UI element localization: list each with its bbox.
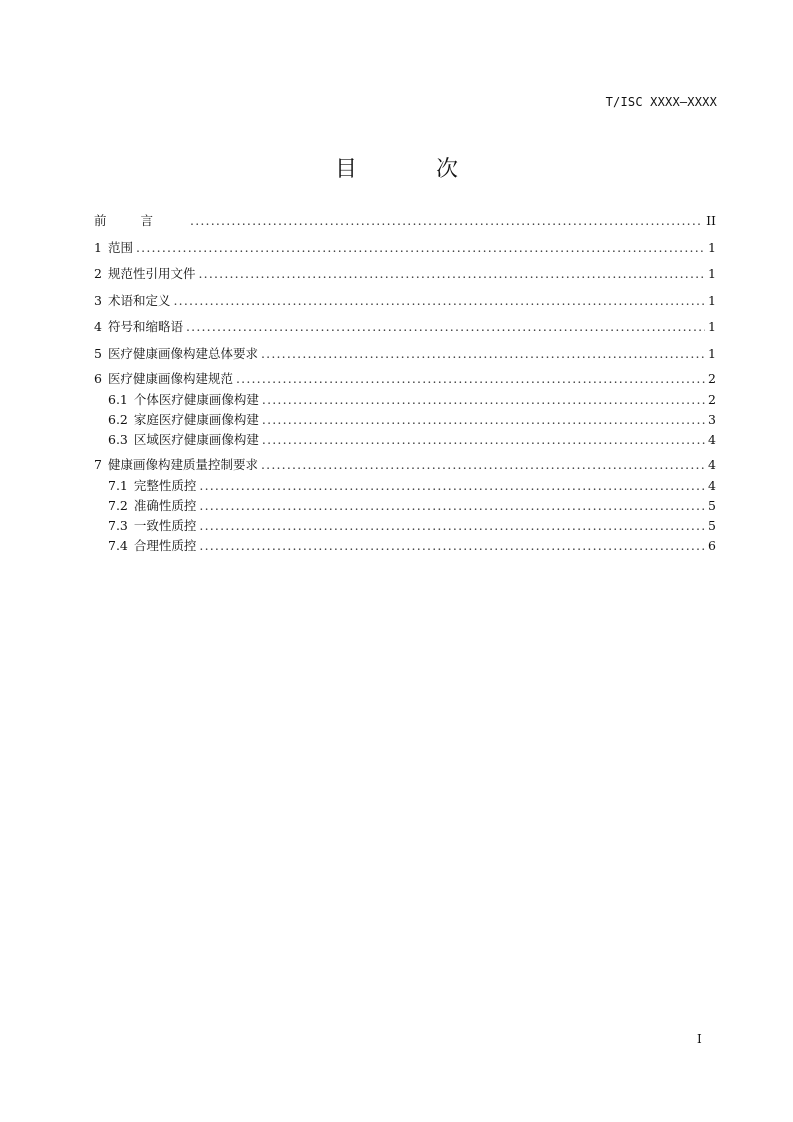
toc-entry-label: 个体医疗健康画像构建 [133,392,259,407]
toc-entry-number: 7.1 [108,478,128,493]
toc-leader [198,263,705,285]
toc-entry-label: 一致性质控 [133,518,197,533]
toc-entry-label: 家庭医疗健康画像构建 [133,412,259,427]
toc-entry-page: II [706,213,716,228]
toc-entry-page: 1 [708,266,716,281]
toc-entry-label: 前言 [94,213,188,228]
toc-entry-label: 区域医疗健康画像构建 [133,432,259,447]
toc-leader [262,430,705,450]
toc-entry-page: 2 [708,371,716,386]
toc-entry-7-4[interactable] [94,536,716,556]
toc-entry-6-1[interactable] [94,390,716,410]
table-of-contents [94,210,716,556]
document-code: T/ISC XXXX—XXXX [605,95,717,109]
toc-entry-number: 4 [94,319,102,334]
toc-entry-label: 完整性质控 [133,478,197,493]
toc-entry-number: 7.2 [108,498,128,513]
toc-entry-7-3[interactable] [94,516,716,536]
toc-entry-label: 术语和定义 [107,292,171,308]
toc-entry-page: 4 [708,478,716,493]
toc-entry-label: 医疗健康画像构建规范 [107,371,233,386]
toc-entry-6-3[interactable] [94,430,716,450]
toc-entry-number: 2 [94,266,102,281]
toc-entry-page: 2 [708,392,716,407]
toc-entry-6-2[interactable] [94,410,716,430]
toc-leader [190,210,703,232]
toc-leader [199,496,705,516]
toc-entry-page: 1 [708,292,716,308]
toc-entry-page: 5 [708,518,716,533]
toc-entry-3[interactable] [94,290,716,317]
toc-entry-7-2[interactable] [94,496,716,516]
toc-entry-6[interactable] [94,369,716,390]
toc-leader [199,536,705,556]
toc-entry-page: 1 [708,345,716,361]
toc-entry-page: 5 [708,498,716,513]
toc-entry-2[interactable] [94,263,716,290]
page-number: I [697,1032,702,1046]
toc-entry-number: 6 [94,371,102,386]
toc-entry-label: 医疗健康画像构建总体要求 [107,345,258,361]
toc-entry-number: 7.3 [108,518,128,533]
toc-leader [261,455,705,475]
toc-entry-page: 4 [708,432,716,447]
toc-entry-page: 3 [708,412,716,427]
toc-entry-number: 1 [94,239,102,255]
page-title: 目 次 [335,157,494,182]
toc-entry-number: 3 [94,292,102,308]
toc-entry-page: 4 [708,457,716,472]
toc-entry-5[interactable] [94,343,716,370]
toc-leader [236,369,705,389]
toc-leader [262,390,705,410]
toc-entry-page: 1 [708,239,716,255]
toc-entry-7[interactable] [94,455,716,476]
toc-entry-foreword[interactable] [94,210,716,237]
toc-entry-number: 7 [94,457,102,472]
toc-entry-label: 规范性引用文件 [107,266,196,281]
toc-entry-page: 6 [708,538,716,553]
toc-leader [262,410,705,430]
toc-entry-number: 6.2 [108,412,128,427]
toc-entry-number: 7.4 [108,538,128,553]
toc-entry-number: 6.1 [108,392,128,407]
toc-entry-number: 5 [94,345,102,361]
toc-leader [199,476,705,496]
toc-leader [261,343,705,365]
toc-entry-page: 1 [708,319,716,334]
toc-leader [173,290,705,312]
toc-leader [136,237,705,259]
toc-entry-number: 6.3 [108,432,128,447]
toc-entry-label: 范围 [107,239,133,255]
toc-leader [199,516,705,536]
toc-entry-label: 合理性质控 [133,538,197,553]
toc-leader [186,316,705,338]
toc-entry-label: 准确性质控 [133,498,197,513]
toc-entry-7-1[interactable] [94,476,716,496]
toc-entry-label: 符号和缩略语 [107,319,183,334]
toc-entry-label: 健康画像构建质量控制要求 [107,457,258,472]
toc-entry-4[interactable] [94,316,716,343]
toc-entry-1[interactable] [94,237,716,264]
